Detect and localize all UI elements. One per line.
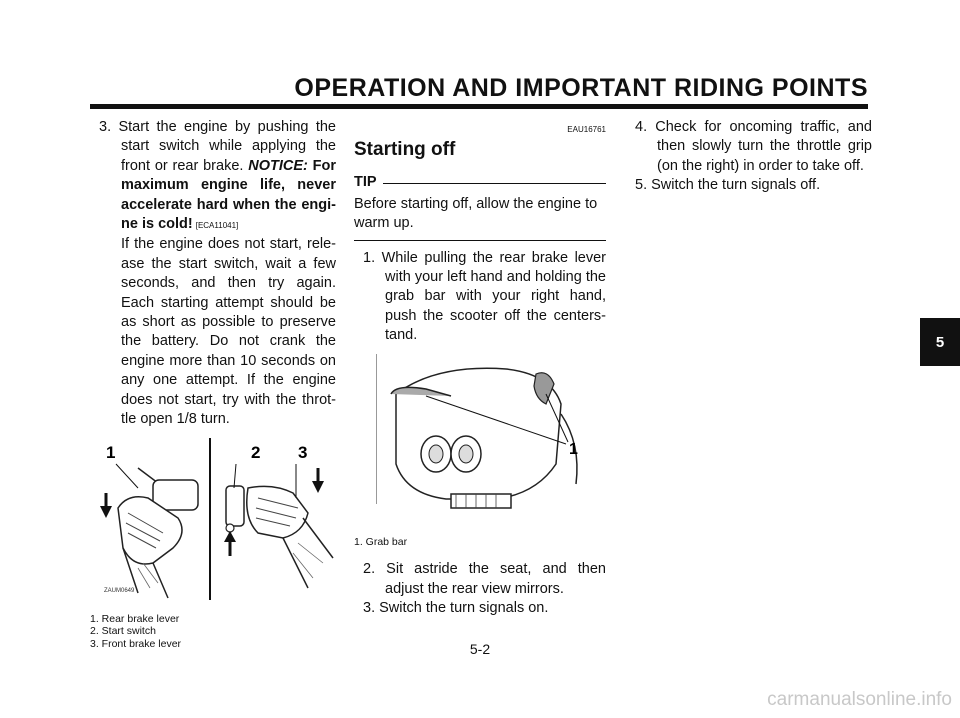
notice-label: NOTICE: [248,157,308,174]
page-number: 5-2 [469,641,491,657]
page-header-title: OPERATION AND IMPORTANT RIDING POINTS [294,74,868,102]
step-number: 2. [363,561,376,578]
tip-header [354,173,606,192]
start-failure-paragraph: If the engine does not start, rele-ase the start switch, wait a few seconds, and then try again. Each starting attempt should be as short as possible to preserve the battery. Do not crank the engine more than 10 seconds on any one attempt. If the engine does not start, try with the throt-tle open 1/8 turn. [121,236,336,428]
step-3-signals-on [354,599,606,618]
step-text: Sit astride the seat, and then adjust the rear view mirrors. [385,561,606,597]
step-text: While pulling the rear brake lever with your left hand and holding the grab bar with your right hand, push the scooter off the centers-tand. [381,249,606,344]
tip-rule [383,183,606,184]
notice-text: For maximum engine life, never accelerate hard when the engi-ne is cold! [121,157,337,233]
caption-front-brake-lever: 3. Front brake lever [90,637,182,650]
grab-bar-figure [376,354,596,522]
brake-start-illustration [98,438,338,603]
step-text: Check for oncoming traffic, and then slowly turn the throttle grip (on the right) in order to take off. [655,119,872,174]
step-text: Switch the turn signals off. [651,177,821,194]
step-text: Switch the turn signals on. [379,599,549,616]
brake-start-figure [98,438,338,603]
step-5-signals-off [626,176,872,195]
caption-start-switch: 2. Start switch [90,625,156,637]
middle-column [354,118,606,618]
caption-grab-bar: 1. Grab bar [354,535,408,548]
caption-rear-brake-lever: 1. Rear brake lever [90,612,180,625]
step-number: 5. [635,177,648,194]
chapter-tab[interactable]: 5 [920,318,960,366]
scooter-rear-illustration [376,354,596,522]
header-rule [90,104,868,109]
step-number: 1. [363,249,376,266]
step-4-check-traffic [626,118,872,176]
watermark: carmanualsonline.info [767,689,952,710]
callout-2: 2 [251,442,261,462]
section-title-starting-off: Starting off [354,139,456,161]
step-number: 3. [99,119,112,135]
step-3-start-engine [90,118,336,235]
step-text: Start the engine by pushing the start switch while applying the front or rear brake. [118,119,336,174]
step-number: 4. [635,119,648,135]
right-column [626,118,872,196]
left-column [90,118,336,650]
step-1-push-off [354,249,606,346]
tip-text: Before starting off, allow the engine to warm up. [354,195,598,232]
callout-1: 1 [569,440,578,458]
callout-1: 1 [106,442,116,462]
callout-3: 3 [298,442,308,462]
step-2-adjust-mirrors [354,560,606,599]
step-number: 3. [363,599,376,616]
tip-bottom-rule [354,240,606,241]
tip-label: TIP [354,174,377,191]
section-code: EAU16761 [567,125,606,134]
figure-code: ZAUM0649 [104,587,135,594]
notice-code: [ECA11041] [195,221,239,231]
